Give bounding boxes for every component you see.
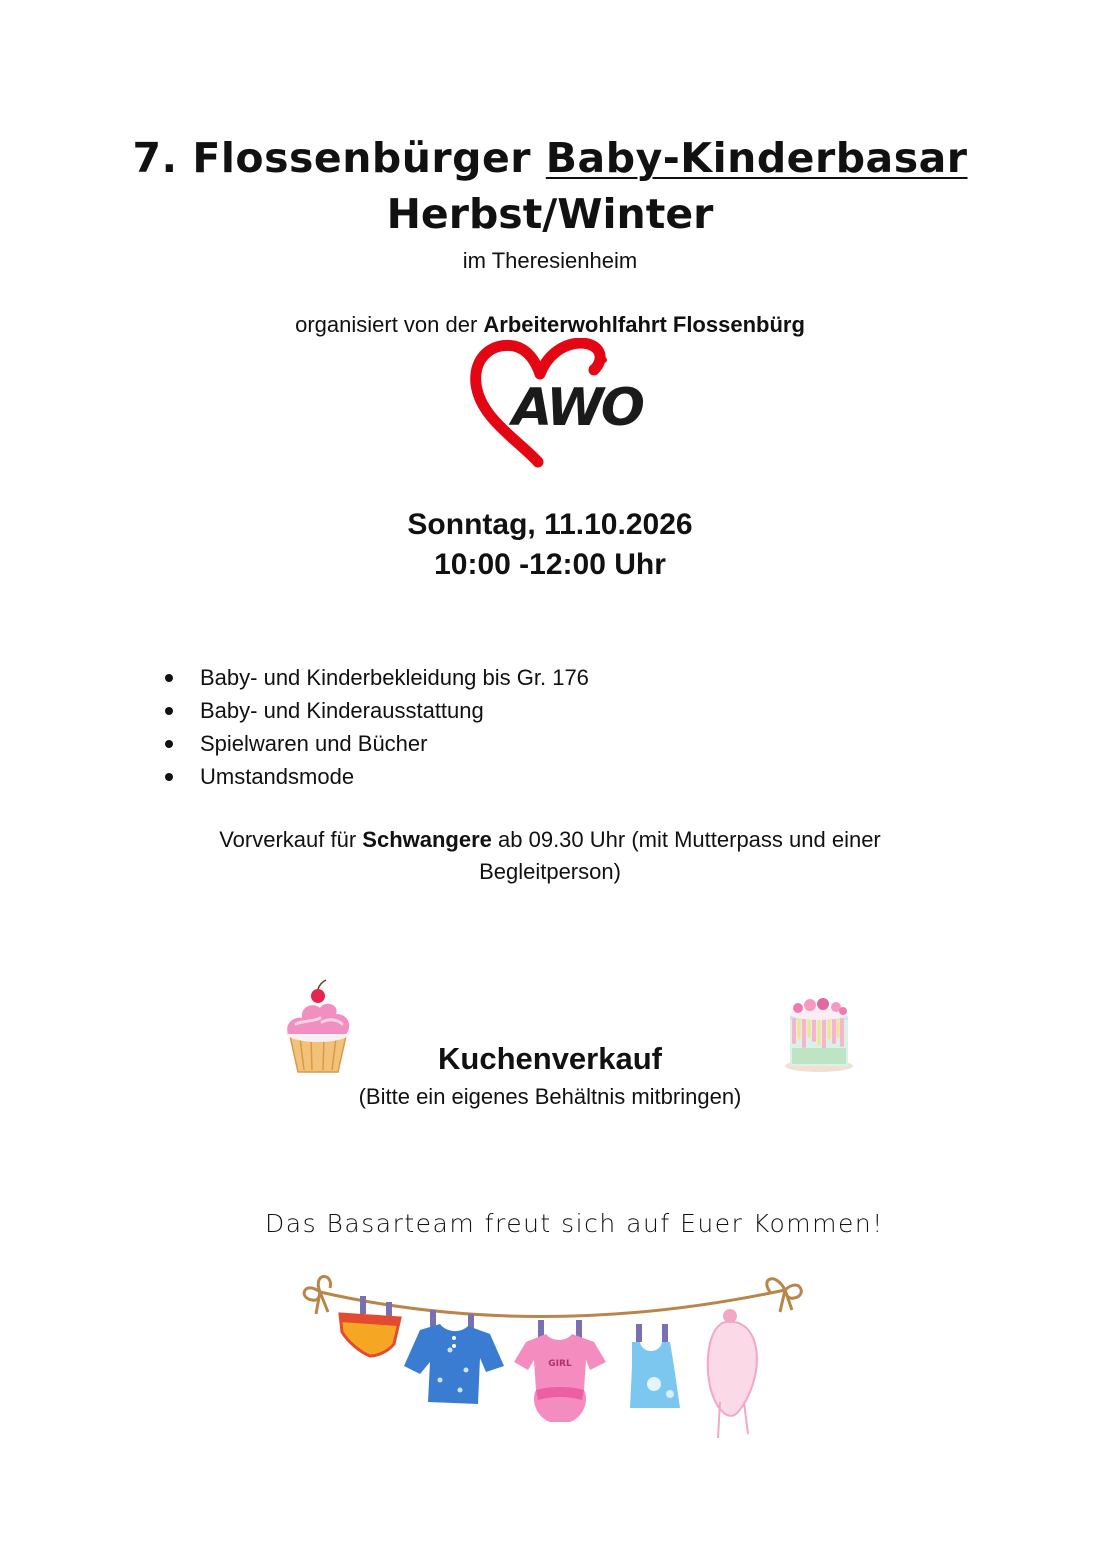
- list-item: Baby- und Kinderbekleidung bis Gr. 176: [165, 661, 589, 694]
- presale-line-2: Begleitperson): [479, 859, 621, 884]
- presale-info: [0, 824, 1100, 888]
- presale-prefix: Vorverkauf für: [219, 827, 363, 852]
- list-item: Spielwaren und Bücher: [165, 727, 589, 760]
- cake-sale-note: (Bitte ein eigenes Behältnis mitbringen): [358, 1084, 742, 1109]
- awo-logo-text: AWO: [512, 378, 642, 438]
- presale-bold: Schwangere: [362, 827, 492, 852]
- list-item: Umstandsmode: [165, 760, 589, 793]
- title-underlined: Baby-Kinderbasar: [545, 134, 968, 182]
- item-list: [165, 661, 589, 793]
- event-date: Sonntag, 11.10.2026: [407, 508, 693, 541]
- awo-logo: [468, 338, 642, 468]
- organizer-name: Arbeiterwohlfahrt Flossenbürg: [483, 312, 805, 337]
- presale-line-1: [0, 824, 1100, 856]
- cake-sale-title: Kuchenverkauf: [438, 1041, 662, 1076]
- poster-subtitle: Herbst/Winter: [386, 190, 714, 238]
- title-prefix: 7. Flossenbürger: [132, 134, 546, 182]
- svg-text:GIRL: GIRL: [548, 1359, 572, 1369]
- organizer-line: [0, 312, 1100, 338]
- list-item: Baby- und Kinderausstattung: [165, 694, 589, 727]
- clothesline-icon: [290, 1262, 810, 1452]
- presale-suffix: ab 09.30 Uhr (mit Mutterpass und einer: [491, 827, 881, 852]
- venue: im Theresienheim: [462, 248, 638, 273]
- poster-title: [0, 134, 1100, 182]
- event-time: 10:00 -12:00 Uhr: [434, 548, 666, 581]
- organizer-prefix: organisiert von der: [295, 312, 484, 337]
- closing-message: Das Basarteam freut sich auf Euer Kommen!: [265, 1209, 884, 1238]
